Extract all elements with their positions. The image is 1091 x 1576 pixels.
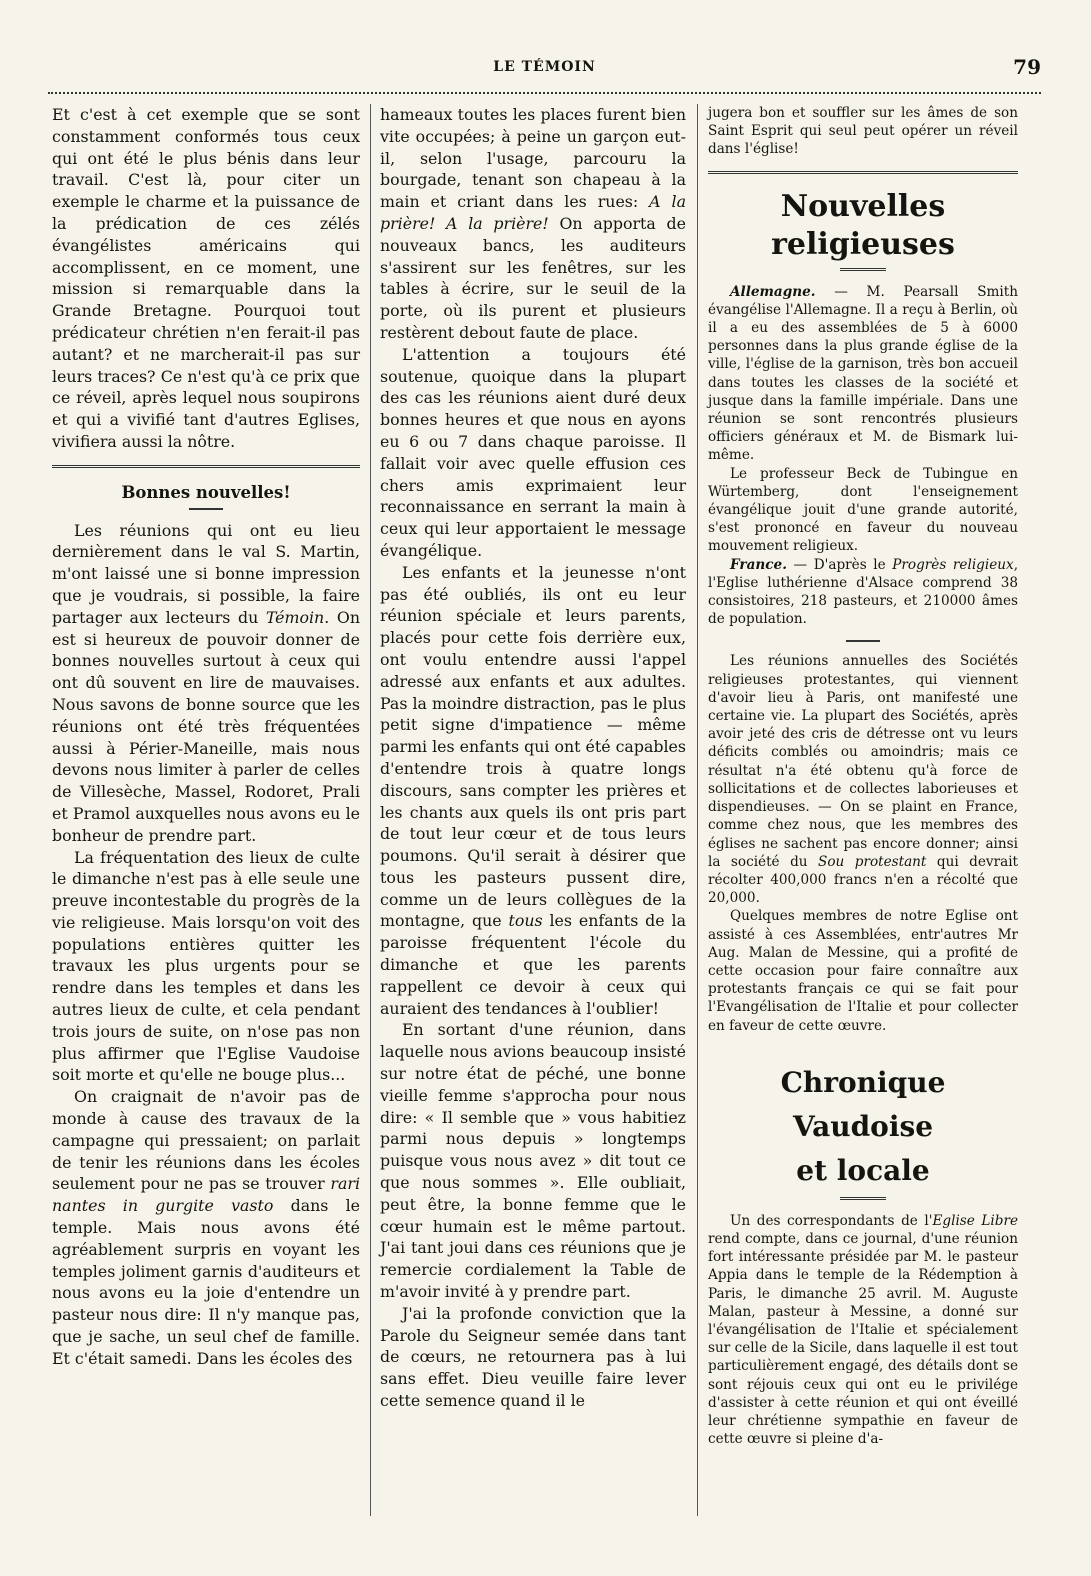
paragraph: hameaux toutes les places furent bien vite occupées; à peine un garçon eut-il, selon l'usage, parcouru la bourgade, tenant son chapeau à la main et criant dans les rues: A la prière! A la prière! On apporta de nouveaux bancs, les auditeurs s'assirent sur les fenêtres, sur les tables à écrire, sur le seuil de la porte, où ils purent et plusieurs restèrent debout faute de place. <box>380 105 686 342</box>
column-2 <box>380 104 686 1412</box>
paragraph: France. — D'après le Progrès religieux, l'Eglise luthérienne d'Alsace comprend 38 consistoires, 218 pasteurs, et 210000 âmes de population. <box>708 556 1019 628</box>
paragraph: Allemagne. — M. Pearsall Smith évangélise l'Allemagne. Il a reçu à Berlin, où il a eu des assemblées de 5 à 6000 personnes dans la plus grande église de la ville, l'église de la garnison, très bon accueil dans toutes les classes de la société et jusque dans la famille impériale. Dans une réunion se sont rencontrés plusieurs officiers généraux et M. de Bismark lui-même. <box>708 283 1018 464</box>
article-heading: Bonnes nouvelles! <box>121 482 291 502</box>
paragraph: Les réunions annuelles des Sociétés religieuses protestantes, qui viennent d'avoir lieu à Paris, ont manifesté une certaine vie. La plupart des Sociétés, après avoir jeté des cris de détresse ont vu leurs déficits comblés ou amoindris; mais ce résultat n'a été obtenu qu'à force de sollicitations et de collectes laborieuses et dispendieuses. — On se plaint en France, comme chez nous, que les membres des églises ne sachent pas encore donner; ainsi la société du Sou protestant qui devrait récolter 400,000 francs n'en a récolté que 20,000. <box>708 653 1018 907</box>
paragraph: On craignait de n'avoir pas de monde à cause des travaux de la campagne qui pressaient; on parlait de tenir les réunions dans les écoles seulement pour ne pas se trouver rari nantes in gurgite vasto dans le temple. Mais nous avons été agréablement surpris en voyant les temples joliment garnis d'auditeurs et nous avons eu la joie d'entendre un pasteur nous dire: Il n'y manque pas, que je sache, un seul chef de famille. Et c'était samedi. Dans les écoles des <box>52 1087 360 1368</box>
header-rule <box>48 92 1041 94</box>
paragraph: La fréquentation des lieux de culte le dimanche n'est pas à elle seule une preuve incontestable du progrès de la vie religieuse. Mais lorsqu'on voit des populations entières quitter les travaux les plus urgents pour se rendre dans les temples et dans les autres lieux de culte, et cela pendant trois jours de suite, on n'ose pas non plus affirmer que l'Eglise Vaudoise soit morte et qu'elle ne bouge plus... <box>52 847 360 1085</box>
paragraph: Les enfants et la jeunesse n'ont pas été oubliés, ils ont eu leur réunion spéciale et leurs parents, placés pour cette fois derrière eux, ont voulu entendre aussi l'appel adressé aux enfants et aux adultes. Pas la moindre distraction, pas le plus petit signe d'impatience — même parmi les enfants qui ont été capables d'entendre trois à quatre longs discours, sans compter les prières et les chants aux quels ils ont pris part de tout leur cœur et de tous leurs poumons. Qu'il serait à désirer que tous les pasteurs pussent dire, comme un de leurs collègues de la montagne, que tous les enfants de la paroisse fréquentent l'école du dimanche et que les parents rappellent ce devoir à ceux qui auraient des tendances à l'oublier! <box>380 562 686 1018</box>
page-number: 79 <box>1013 55 1041 79</box>
country-label: Allemagne. <box>730 283 816 300</box>
column-rule <box>370 104 371 1516</box>
paragraph-dash <box>846 640 880 642</box>
heading-line: Chronique Vaudoise <box>780 1065 946 1143</box>
column-3 <box>708 104 1018 1448</box>
paragraph: Et c'est à cet exemple que se sont constamment conformés tous ceux qui ont été le plus bénis dans leur travail. C'est là, pour citer un exemple le charme et la puissance de la prédication de ces zélés évangélistes américains qui accomplissent, en ce moment, une mission si remarquable dans la Grande Bretagne. Pourquoi tout prédicateur chrétien n'en ferait-il pas autant? et ne marcherait-il pas sur leurs traces? Ce n'est qu'à ce prix que ce réveil, après lequel nous soupirons et qui a vivifié tant d'autres Eglises, vivifiera aussi la nôtre. <box>52 105 360 451</box>
column-1 <box>52 104 360 1370</box>
paragraph: Les réunions qui ont eu lieu dernièrement dans le val S. Martin, m'ont laissé une si bonne impression que je voudrais, si possible, la faire partager aux lecteurs du Témoin. On est si heureux de pouvoir donner de bonnes nouvelles surtout à ceux qui ont dû souvent en lire de mauvaises. Nous savons de bonne source que les réunions ont été très fréquentées aussi à Périer-Maneille, mais nous devons nous limiter à parler de celles de Villesèche, Massel, Rodoret, Prali et Pramol auxquelles nous avons eu le bonheur de prendre part. <box>52 520 360 845</box>
heading-dash <box>840 268 886 271</box>
page-header <box>48 55 1041 89</box>
heading-dash <box>189 508 223 510</box>
paragraph: Le professeur Beck de Tubingue en Würtemberg, dont l'enseignement évangélique jouit d'une grande autorité, s'est prononcé en faveur du nouveau mouvement religieux. <box>708 465 1018 555</box>
paragraph: Quelques membres de notre Eglise ont assisté à ces Assemblées, entr'autres Mr Aug. Malan de Messine, qui a profité de cette occasion pour faire connaître aux protestants français ce qui se fait pour l'Evangélisation de l'Italie et pour collecter en faveur de cette œuvre. <box>708 908 1018 1034</box>
heading-line: et locale <box>796 1153 930 1187</box>
paragraph: En sortant d'une réunion, dans laquelle nous avions beaucoup insisté sur notre état de péché, une bonne vieille femme s'approcha pour nous dire: « Il semble que » vous habitiez parmi nous depuis » longtemps puisque vous nous avez » dit tout ce que nous sommes ». Elle oubliait, peut être, la bonne femme que le cœur humain est le même partout. J'ai tant joui dans ces réunions que je remercie cordialement la Table de m'avoir invité à y prendre part. <box>380 1020 686 1302</box>
paragraph: J'ai la profonde conviction que la Parole du Seigneur semée dans tant de cœurs, ne retournera pas à lui sans effet. Dieu veuille faire lever cette semence quand il le <box>380 1303 686 1411</box>
section-divider <box>52 465 360 468</box>
paragraph: jugera bon et souffler sur les âmes de son Saint Esprit qui seul peut opérer un réveil dans l'église! <box>708 105 1018 158</box>
paragraph: Un des correspondants de l'Eglise Libre rend compte, dans ce journal, d'une réunion fort intéressante présidée par M. le pasteur Appia dans le temple de la Rédemption à Paris, le dimanche 25 avril. M. Auguste Malan, pasteur à Messine, a donné sur l'évangélisation de l'Italie et spécialement sur celle de la Sicile, dans laquelle il est tout particulièrement engagé, des détails dont se sont réjouis ceux qui ont eu le privilége d'assister à cette réunion et qui ont éveillé leur chrétienne sympathie en faveur de cette œuvre si pleine d'a- <box>708 1212 1018 1448</box>
section-heading-chronique <box>708 1061 1018 1193</box>
paragraph: L'attention a toujours été soutenue, quoique dans la plupart des cas les réunions aient duré deux bonnes heures et que nous en ayons eu 6 ou 7 dans chaque paroisse. Il fallait voir avec quelle effusion ces chers amis exprimaient leur reconnaissance en serrant la main à ceux qui leur apportaient le message évangélique. <box>380 344 686 560</box>
country-label: France. <box>730 556 787 573</box>
running-title: LE TÉMOIN <box>493 59 596 75</box>
column-rule <box>697 104 698 1516</box>
section-heading-nouvelles: Nouvelles religieuses <box>771 188 955 262</box>
heading-dash <box>840 1197 886 1200</box>
section-divider <box>708 171 1018 174</box>
